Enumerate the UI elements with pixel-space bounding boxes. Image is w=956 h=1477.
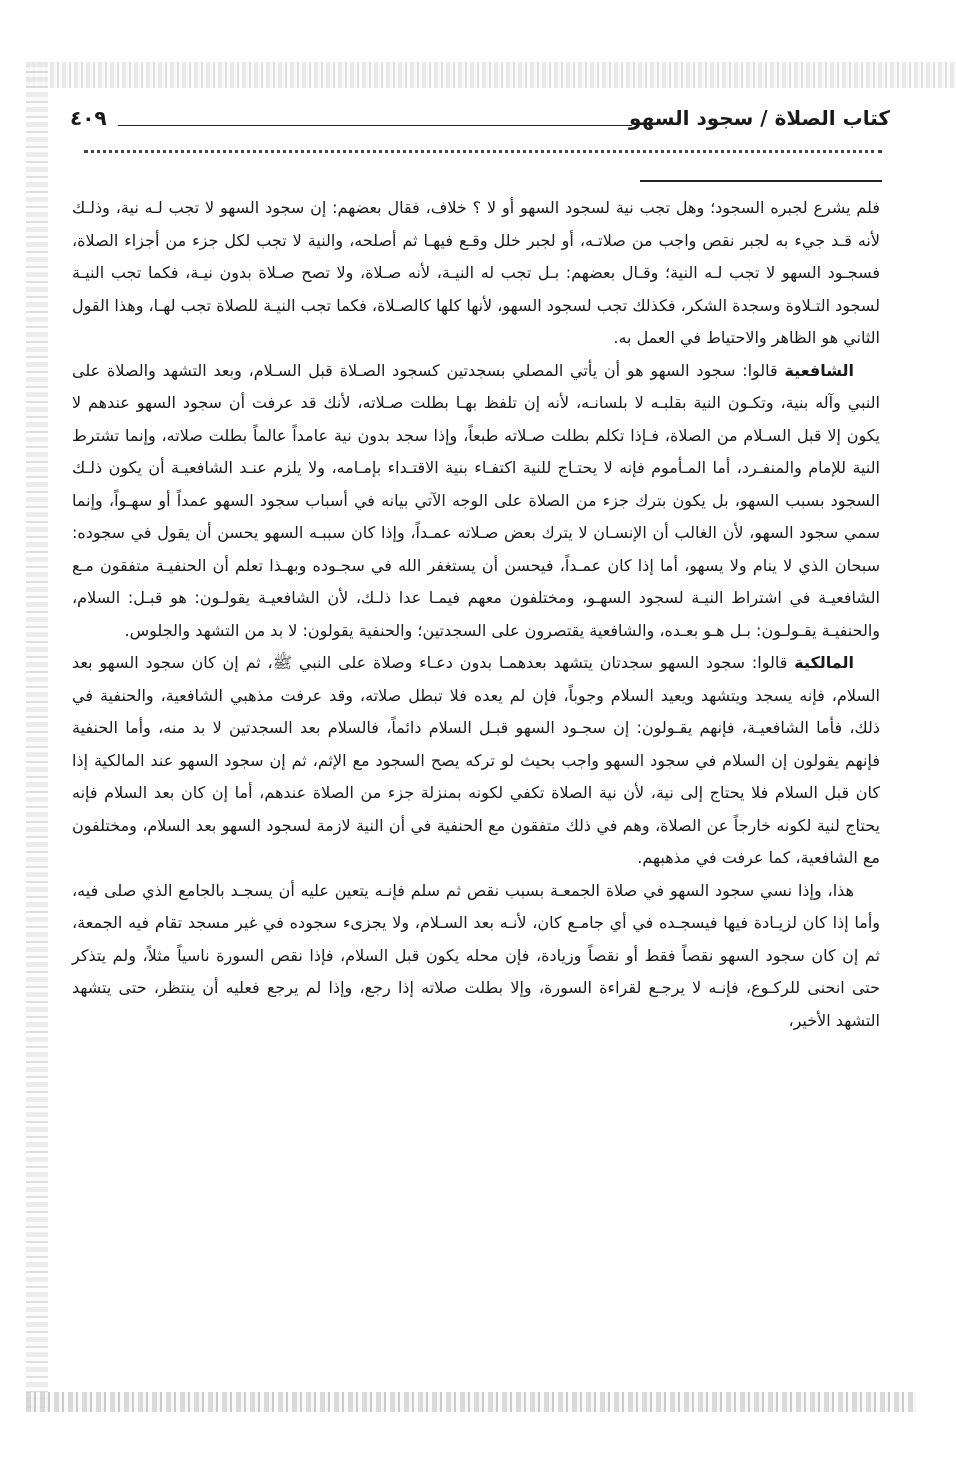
paragraph-text: فلم يشرع لجبره السجود؛ وهل تجب نية لسجود السهو أو لا ؟ خلاف، فقال بعضهم: إن سجود السهو لا تجب لـه نية، وذلـك لأنه قـد جيء به لجبر نقص واجب من صلاتـه، أو لجبر خلل وقـع فيهـا ثم أصلحه، والنية لا تجب لكل جزء من أجزاء الصلاة، فسجـود السهو لا تجب لـه النية؛ وقـال بعضهم: بـل تجب له النيـة، لأنه صـلاة، ولا تصح صـلاة بدون نيـة، فكما تجب النيـة لسجود التـلاوة وسجدة الشكر، فكذلك تجب لسجود السهو، لأنها كلها كالصـلاة، فكما تجب النيـة للصلاة تجب لهـا، وهذا القول الثاني هو الظاهر والاحتياط في العمل به. [72, 198, 880, 347]
decorative-border-left [26, 62, 48, 1412]
madhhab-lead: الشافعية [784, 360, 854, 380]
madhhab-lead: المالكية [794, 653, 854, 672]
paragraph-text: هذا، وإذا نسي سجود السهو في صلاة الجمعـة بسبب نقص ثم سلم فإنـه يتعين عليه أن يسجـد بالجامع الذي صلى فيه، وأما إذا كان لزيـادة فيها فيسجـده في أي جامـع كان، لأنـه بعد السـلام، ولا يجزىء سجوده في غير مسجد تقام فيه الجمعة، ثم إن كان سجود السهو نقصاً فقط أو نقصاً وزيادة، فإن محله يكون قبل السلام، فإذا نقص السورة ناسياً مثلاً، ولم يتذكر حتى انحنى للركـوع، فإنـه لا يرجـع لقراءة السورة، وإلا بطلت صلاته إذا رجع، وإذا لم يرجع فعليه أن ينتظر، حتى يتشهد التشهد الأخير، [72, 880, 880, 1030]
paragraph-intro [72, 192, 880, 355]
paragraph-shafiiyya [72, 355, 880, 648]
dotted-divider [84, 150, 882, 153]
paragraph-text: قالوا: سجود السهو هو أن يأتي المصلي بسجدتين كسجود الصـلاة قبل السـلام، وبعد التشهد والصلاة على النبي وآله بنية، وتكـون النية بقلبـه لا بلسانـه، لأنه إن تلفظ بهـا بطلت صـلاته، لأنك قد عرفت أن سجود السهو عندهم لا يكون إلا قبل السـلام من الصلاة، فـإذا تكلم بطلت صـلاته طبعاً، وإذا سجد بدون نية عامداً عالماً بطلت صلاته، وإنما تشترط النية للإمام والمنفـرد، أما المـأموم فإنه لا يحتـاج للنية اكتفـاء بنية الاقتـداء بإمـامه، ولا يلزم عنـد الشافعيـة أن يكون ذلـك السجود بسبب السهو، بل يكون بترك جزء من الصلاة على الوجه الآتي بيانه في أسباب سجود السهو عمداً أو سهـواً، وإنما سمي سجود السهو، لأن الغالب أن الإنسـان لا يترك بعض صـلاته عمـداً، وإذا كان سببـه السهو يحسن أن يقول في سجوده: سبحان الذي لا ينام ولا يسهو، أما إذا كان عمـداً، فيحسن أن يستغفر الله في سجـوده وبهـذا تعلم أن الحنفيـة متفقون مـع الشافعيـة في اشتراط النيـة لسجود السهـو، ومختلفون معهم فيمـا عدا ذلـك، لأن الشافعيـة يقولـون: هو قبـل: السلام، والحنفيـة يقـولـون: بـل هـو بعـده، والشافعية يقتصرون على السجدتين؛ والحنفية يقولون: لا بد من التشهد والجلوس. [72, 360, 880, 640]
decorative-border-bottom [26, 1392, 916, 1412]
header-rule [118, 125, 632, 126]
paragraph-text: قالوا: سجود السهو سجدتان يتشهد بعدهمـا بدون دعـاء وصلاة على النبي ﷺ، ثم إن كان سجود السهو بعد السلام، فإنه يسجد ويتشهد ويعيد السلام وجوباً، فإن لم يعده فلا تبطل صلاته، وقد عرفت مذهبي الشافعية، والحنفية في ذلك، فأما الشافعيـة، فإنهم يقـولون: إن سجـود السهو قبـل السلام دائماً، فالسلام بعد السجدتين لا بد منه، وأما الحنفية فإنهم يقولون إن السلام في سجود السهو واجب بحيث لو تركه يصح السجود مع الإثم، ثم إن سجود السهو عند المالكية إذا كان قبل السلام فلا يحتاج إلى نية، لأن نية الصلاة تكفي لكونه بمنزلة جزء من الصلاة عندهم، أما إن كان بعد السلام فإنه يحتاج لنية لكونه خارجاً عن الصلاة، وهم في ذلك متفقون مع الحنفية في أن النية لازمة لسجود السهو بعد السلام، ومختلفون مع الشافعية، كما عرفت في مذهبهم. [72, 653, 880, 867]
paragraph-malikiyya [72, 647, 880, 875]
main-text [72, 192, 880, 1037]
paragraph-jumua [72, 875, 880, 1038]
short-divider [640, 180, 882, 182]
running-title: كتاب الصلاة / سجود السهو [629, 106, 890, 130]
decorative-border-top [26, 62, 956, 88]
page-header [70, 106, 890, 140]
page-number: ٤٠٩ [70, 106, 107, 130]
